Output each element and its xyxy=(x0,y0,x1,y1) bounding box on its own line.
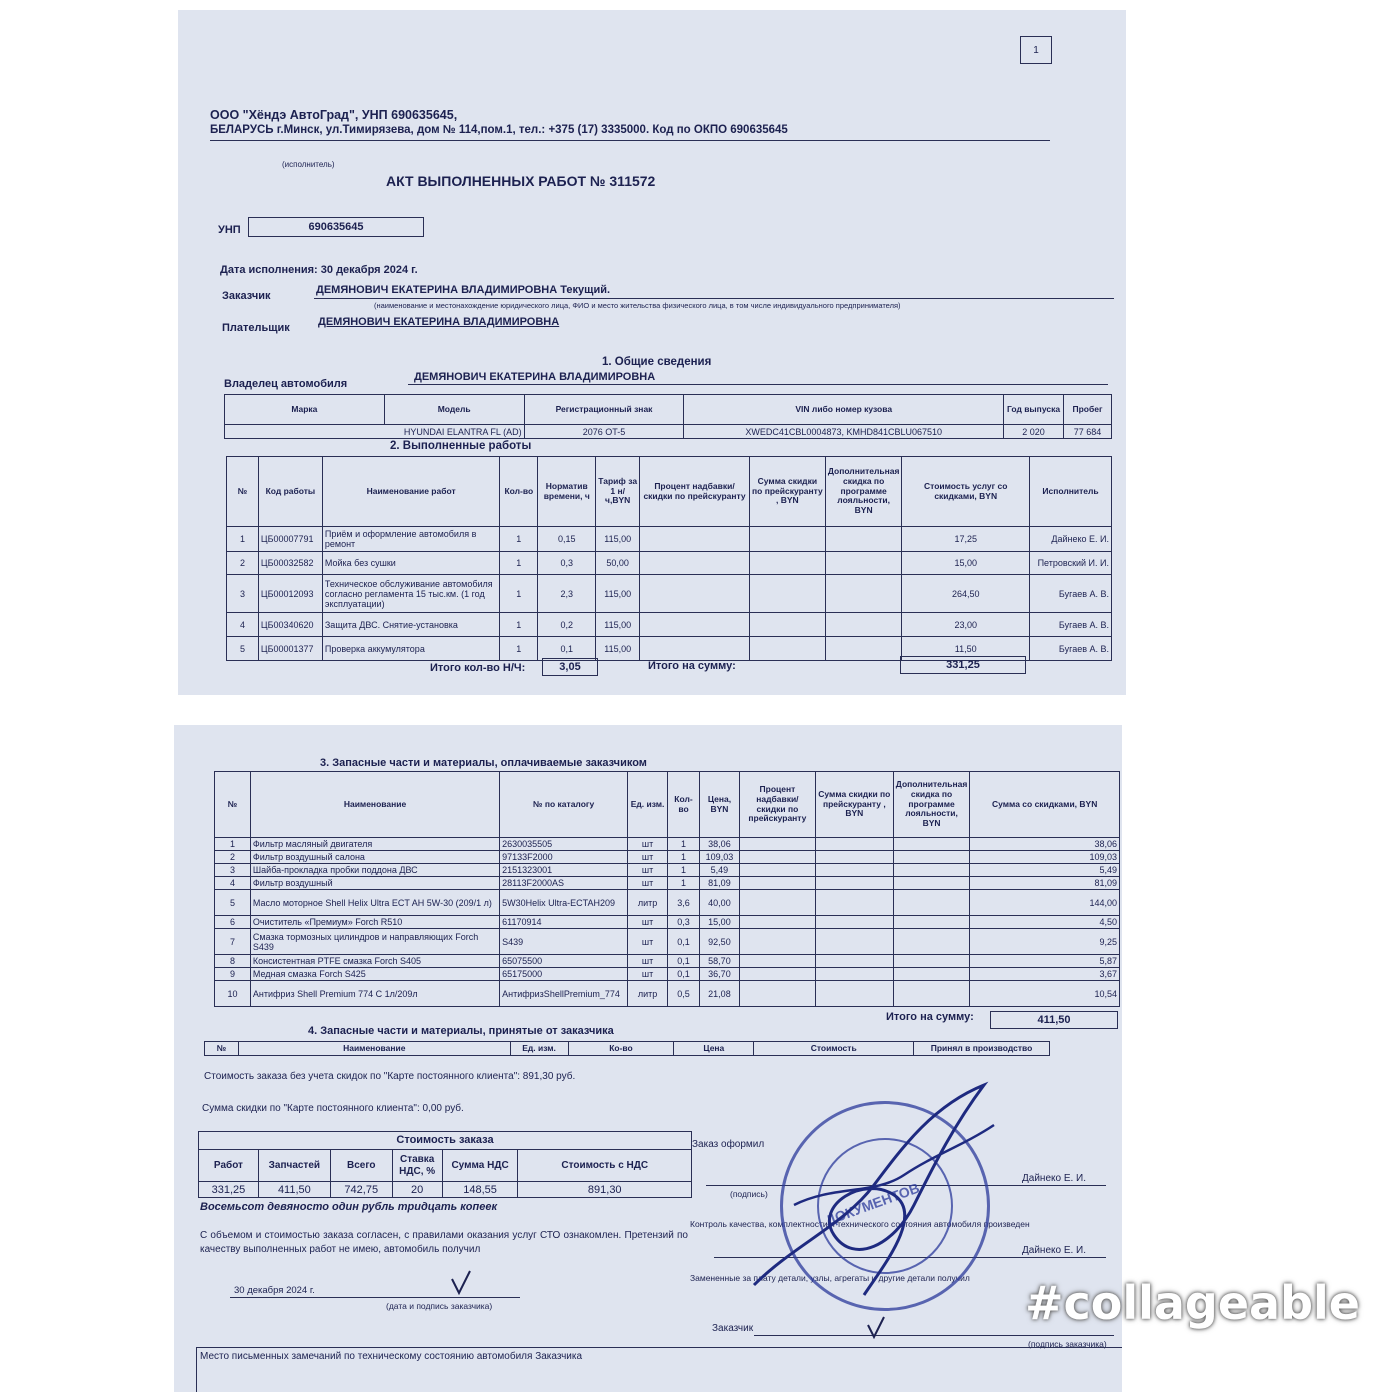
part-qty: 0,1 xyxy=(668,968,700,981)
part-qty: 3,6 xyxy=(668,890,700,916)
work-qty: 1 xyxy=(500,613,538,637)
part-cat: 2151323001 xyxy=(500,864,628,877)
part-unit: литр xyxy=(628,890,668,916)
part-unit: шт xyxy=(628,864,668,877)
table-row xyxy=(215,838,1120,851)
cost-header-parts: Запчастей xyxy=(258,1150,330,1182)
part-cat: 65175000 xyxy=(500,968,628,981)
part-unit: литр xyxy=(628,981,668,1007)
part-cat: 61170914 xyxy=(500,916,628,929)
cost-works: 331,25 xyxy=(199,1182,259,1198)
work-sum: 15,00 xyxy=(902,552,1030,575)
cost-header-vat-rate: Ставка НДС, % xyxy=(392,1150,442,1182)
works-header-percent: Процент надбавки/скидки по прейскуранту xyxy=(640,457,750,527)
parts-header-price: Цена, BYN xyxy=(699,772,739,838)
parts-header-discount: Сумма скидки по прейскуранту , BYN xyxy=(815,772,893,838)
part-unit: шт xyxy=(628,916,668,929)
part-name: Фильтр воздушный салона xyxy=(250,851,499,864)
table-row xyxy=(215,877,1120,890)
part-sum: 5,87 xyxy=(970,955,1120,968)
work-code: ЦБ00001377 xyxy=(258,637,322,661)
part-n: 6 xyxy=(215,916,251,929)
part-price: 109,03 xyxy=(699,851,739,864)
work-norm: 2,3 xyxy=(538,575,596,613)
table-row xyxy=(227,527,1112,552)
work-norm: 0,2 xyxy=(538,613,596,637)
car-header-make: Марка xyxy=(225,395,385,425)
parts-total-label: Итого на сумму: xyxy=(886,1011,974,1023)
sign-date: 30 декабря 2024 г. xyxy=(234,1285,315,1296)
work-worker: Бугаев А. В. xyxy=(1030,637,1112,661)
part-price: 38,06 xyxy=(699,838,739,851)
table-row xyxy=(215,968,1120,981)
section-3-title: 3. Запасные части и материалы, оплачиваемые заказчиком xyxy=(320,757,647,769)
works-header-qty: Кол-во xyxy=(500,457,538,527)
remarks-title: Место письменных замечаний по техническому состоянию автомобиля Заказчика xyxy=(200,1351,583,1362)
section-2-title: 2. Выполненные работы xyxy=(390,440,532,452)
works-header-norm: Норматив времени, ч xyxy=(538,457,596,527)
parts-header-unit: Ед. изм. xyxy=(628,772,668,838)
work-n: 4 xyxy=(227,613,259,637)
work-norm: 0,15 xyxy=(538,527,596,552)
parts-header-sum: Сумма со скидками, BYN xyxy=(970,772,1120,838)
car-info-table xyxy=(224,394,1112,439)
part-n: 10 xyxy=(215,981,251,1007)
work-code: ЦБ00032582 xyxy=(258,552,322,575)
cost-header-vat-sum: Сумма НДС xyxy=(442,1150,518,1182)
signature-caption: (подпись) xyxy=(730,1189,768,1199)
work-code: ЦБ00007791 xyxy=(258,527,322,552)
parts-header-cat: № по каталогу xyxy=(500,772,628,838)
table-row xyxy=(215,851,1120,864)
part-unit: шт xyxy=(628,955,668,968)
page-number-box: 1 xyxy=(1020,36,1052,64)
car-header-vin: VIN либо номер кузова xyxy=(684,395,1004,425)
work-sum: 23,00 xyxy=(902,613,1030,637)
accepted-header-cost: Стоимость xyxy=(754,1042,914,1056)
work-rate: 115,00 xyxy=(596,575,640,613)
cost-header-works: Работ xyxy=(199,1150,259,1182)
accepted-header-n: № xyxy=(205,1042,239,1056)
part-n: 9 xyxy=(215,968,251,981)
order-cost-table xyxy=(198,1131,692,1198)
agreement-text: С объемом и стоимостью заказа согласен, с правилами оказания услуг СТО ознакомлен. Претензий по качеству выполненных работ не имею, автомобиль получил xyxy=(200,1230,688,1255)
accepted-header-accepted: Принял в производство xyxy=(914,1042,1050,1056)
part-name: Шайба-прокладка пробки поддона ДВС xyxy=(250,864,499,877)
part-n: 1 xyxy=(215,838,251,851)
part-sum: 81,09 xyxy=(970,877,1120,890)
part-name: Антифриз Shell Premium 774 C 1л/209л xyxy=(250,981,499,1007)
part-n: 4 xyxy=(215,877,251,890)
works-header-n: № xyxy=(227,457,259,527)
act-page-2 xyxy=(174,725,1122,1392)
parts-header-n: № xyxy=(215,772,251,838)
work-sum: 11,50 xyxy=(902,637,1030,661)
part-n: 5 xyxy=(215,890,251,916)
part-unit: шт xyxy=(628,851,668,864)
sign-caption: (дата и подпись заказчика) xyxy=(386,1301,493,1311)
part-price: 92,50 xyxy=(699,929,739,955)
part-sum: 144,00 xyxy=(970,890,1120,916)
work-rate: 115,00 xyxy=(596,527,640,552)
no-discount-cost-line: Стоимость заказа без учета скидок по "Карте постоянного клиента": 891,30 руб. xyxy=(204,1071,576,1082)
part-n: 7 xyxy=(215,929,251,955)
work-qty: 1 xyxy=(500,575,538,613)
work-rate: 115,00 xyxy=(596,637,640,661)
part-cat: АнтифризShellPremium_774 xyxy=(500,981,628,1007)
work-norm: 0,1 xyxy=(538,637,596,661)
parts-table xyxy=(214,771,1120,1007)
cost-vat-rate: 20 xyxy=(392,1182,442,1198)
car-plate: 2076 OT-5 xyxy=(524,425,684,439)
unp-field: 690635645 xyxy=(248,217,424,237)
part-sum: 4,50 xyxy=(970,916,1120,929)
part-price: 15,00 xyxy=(699,916,739,929)
customer-sign-caption: (подпись заказчика) xyxy=(1028,1339,1107,1349)
part-qty: 1 xyxy=(668,864,700,877)
part-sum: 9,25 xyxy=(970,929,1120,955)
part-price: 40,00 xyxy=(699,890,739,916)
amount-in-words: Восемьсот девяносто один рубль тридцать копеек xyxy=(200,1201,498,1213)
replaced-parts-text: Замененные за плату детали, узлы, агрегаты и другие детали получил xyxy=(690,1273,970,1283)
work-qty: 1 xyxy=(500,527,538,552)
order-by-name: Дайнеко Е. И. xyxy=(1022,1173,1087,1184)
work-name: Проверка аккумулятора xyxy=(322,637,499,661)
customer-value: ДЕМЯНОВИЧ ЕКАТЕРИНА ВЛАДИМИРОВНА Текущий. xyxy=(316,284,611,296)
company-line-2: БЕЛАРУСЬ г.Минск, ул.Тимирязева, дом № 114,пом.1, тел.: +375 (17) 3335000. Код по ОКПО 690635645 xyxy=(210,124,788,136)
part-sum: 5,49 xyxy=(970,864,1120,877)
accepted-parts-table xyxy=(204,1041,1050,1056)
work-qty: 1 xyxy=(500,552,538,575)
part-name: Медная смазка Forch S425 xyxy=(250,968,499,981)
part-qty: 1 xyxy=(668,838,700,851)
part-cat: S439 xyxy=(500,929,628,955)
table-row xyxy=(227,552,1112,575)
part-qty: 0,1 xyxy=(668,955,700,968)
work-worker: Бугаев А. В. xyxy=(1030,575,1112,613)
work-sum: 264,50 xyxy=(902,575,1030,613)
cost-header-total: Всего xyxy=(330,1150,392,1182)
part-name: Очиститель «Премиум» Forch R510 xyxy=(250,916,499,929)
part-name: Смазка тормозных цилиндров и направляющих Forch S439 xyxy=(250,929,499,955)
cost-header-with-vat: Стоимость с НДС xyxy=(518,1150,692,1182)
part-price: 36,70 xyxy=(699,968,739,981)
part-sum: 109,03 xyxy=(970,851,1120,864)
table-row xyxy=(215,955,1120,968)
car-header-mileage: Пробег xyxy=(1063,395,1111,425)
cost-parts: 411,50 xyxy=(258,1182,330,1198)
part-cat: 2630035505 xyxy=(500,838,628,851)
table-row xyxy=(215,916,1120,929)
part-qty: 0,3 xyxy=(668,916,700,929)
parts-header-percent: Процент надбавки/скидки по прейскуранту xyxy=(739,772,815,838)
unp-label: УНП xyxy=(218,224,241,236)
work-code: ЦБ00012093 xyxy=(258,575,322,613)
section-4-title: 4. Запасные части и материалы, принятые от заказчика xyxy=(308,1025,614,1037)
part-cat: 5W30Helix Ultra-ECTAH209 xyxy=(500,890,628,916)
total-sum-label: Итого на сумму: xyxy=(648,660,736,672)
part-name: Фильтр воздушный xyxy=(250,877,499,890)
part-name: Фильтр масляный двигателя xyxy=(250,838,499,851)
customer-label: Заказчик xyxy=(222,290,271,302)
customer-caption: (наименование и местонахождение юридического лица, ФИО и место жительства физического лица, в том числе индивидуального предпринимателя) xyxy=(374,301,901,310)
total-hours-label: Итого кол-во Н/Ч: xyxy=(430,662,526,674)
work-rate: 50,00 xyxy=(596,552,640,575)
work-worker: Бугаев А. В. xyxy=(1030,613,1112,637)
payer-value: ДЕМЯНОВИЧ ЕКАТЕРИНА ВЛАДИМИРОВНА xyxy=(318,316,560,328)
part-qty: 0,5 xyxy=(668,981,700,1007)
part-sum: 38,06 xyxy=(970,838,1120,851)
cost-vat-sum: 148,55 xyxy=(442,1182,518,1198)
owner-value: ДЕМЯНОВИЧ ЕКАТЕРИНА ВЛАДИМИРОВНА xyxy=(414,371,656,383)
table-row xyxy=(227,575,1112,613)
part-qty: 1 xyxy=(668,851,700,864)
works-header-cost: Стоимость услуг со скидками, BYN xyxy=(902,457,1030,527)
owner-label: Владелец автомобиля xyxy=(224,378,348,390)
work-worker: Дайнеко Е. И. xyxy=(1030,527,1112,552)
part-cat: 97133F2000 xyxy=(500,851,628,864)
checkmark-signature-icon xyxy=(866,1315,886,1339)
order-cost-title: Стоимость заказа xyxy=(199,1132,692,1150)
work-name: Защита ДВС. Снятие-установка xyxy=(322,613,499,637)
table-row xyxy=(215,864,1120,877)
total-hours-value: 3,05 xyxy=(542,658,598,676)
part-sum: 10,54 xyxy=(970,981,1120,1007)
parts-total-value: 411,50 xyxy=(990,1011,1118,1029)
payer-label: Плательщик xyxy=(222,322,290,334)
company-line-1: ООО "Хёндэ АвтоГрад", УНП 690635645, xyxy=(210,108,458,122)
works-header-worker: Исполнитель xyxy=(1030,457,1112,527)
work-code: ЦБ00340620 xyxy=(258,613,322,637)
accepted-header-price: Цена xyxy=(674,1042,754,1056)
part-sum: 3,67 xyxy=(970,968,1120,981)
work-sum: 17,25 xyxy=(902,527,1030,552)
part-price: 58,70 xyxy=(699,955,739,968)
collageable-watermark: #collageable xyxy=(1024,1276,1360,1330)
part-cat: 28113F2000AS xyxy=(500,877,628,890)
work-qty: 1 xyxy=(500,637,538,661)
part-price: 21,08 xyxy=(699,981,739,1007)
work-norm: 0,3 xyxy=(538,552,596,575)
checkmark-signature-icon xyxy=(450,1269,472,1295)
parts-header-name: Наименование xyxy=(250,772,499,838)
act-title: АКТ ВЫПОЛНЕННЫХ РАБОТ № 311572 xyxy=(386,173,656,189)
work-n: 5 xyxy=(227,637,259,661)
car-header-model: Модель xyxy=(384,395,524,425)
part-n: 2 xyxy=(215,851,251,864)
quality-check-text: Контроль качества, комплектности и технического состояния автомобиля произведен xyxy=(690,1219,1030,1229)
table-row xyxy=(215,890,1120,916)
works-header-code: Код работы xyxy=(258,457,322,527)
parts-header-loyalty: Дополнительная скидка по программе лояльности, BYN xyxy=(893,772,970,838)
part-unit: шт xyxy=(628,929,668,955)
work-worker: Петровский И. И. xyxy=(1030,552,1112,575)
part-unit: шт xyxy=(628,838,668,851)
part-qty: 1 xyxy=(668,877,700,890)
works-header-name: Наименование работ xyxy=(322,457,499,527)
part-n: 8 xyxy=(215,955,251,968)
part-price: 5,49 xyxy=(699,864,739,877)
work-name: Техническое обслуживание автомобиля согласно регламента 15 тыс.км. (1 год эксплуатации) xyxy=(322,575,499,613)
works-table xyxy=(226,456,1112,661)
works-header-loyalty: Дополнительная скидка по программе лояльности, BYN xyxy=(825,457,902,527)
car-header-plate: Регистрационный знак xyxy=(524,395,684,425)
car-mileage: 77 684 xyxy=(1063,425,1111,439)
part-name: Консистентная PTFE смазка Forch S405 xyxy=(250,955,499,968)
accepted-header-unit: Ед. изм. xyxy=(510,1042,568,1056)
car-make-model: HYUNDAI ELANTRA FL (AD) xyxy=(225,425,525,439)
part-price: 81,09 xyxy=(699,877,739,890)
work-name: Мойка без сушки xyxy=(322,552,499,575)
part-cat: 65075500 xyxy=(500,955,628,968)
work-n: 2 xyxy=(227,552,259,575)
car-header-year: Год выпуска xyxy=(1004,395,1064,425)
section-1-title: 1. Общие сведения xyxy=(602,356,712,368)
work-n: 3 xyxy=(227,575,259,613)
accepted-header-name: Наименование xyxy=(238,1042,510,1056)
handwritten-signature-icon xyxy=(734,1065,1014,1315)
car-vin: XWEDC41CBL0004873, KMHD841CBLU067510 xyxy=(684,425,1004,439)
accepted-header-qty: Ко-во xyxy=(568,1042,674,1056)
table-row xyxy=(227,613,1112,637)
act-page-1 xyxy=(178,10,1126,695)
work-name: Приём и оформление автомобиля в ремонт xyxy=(322,527,499,552)
quality-check-name: Дайнеко Е. И. xyxy=(1022,1245,1087,1256)
part-name: Масло моторное Shell Helix Ultra ECT AH 5W-30 (209/1 л) xyxy=(250,890,499,916)
car-year: 2 020 xyxy=(1004,425,1064,439)
cost-with-vat: 891,30 xyxy=(518,1182,692,1198)
table-row xyxy=(215,981,1120,1007)
execution-date: Дата исполнения: 30 декабря 2024 г. xyxy=(220,264,418,276)
table-row xyxy=(215,929,1120,955)
works-header-discount: Сумма скидки по прейскуранту , BYN xyxy=(749,457,825,527)
parts-header-qty: Кол-во xyxy=(668,772,700,838)
customer-sign-label: Заказчик xyxy=(712,1323,754,1334)
part-n: 3 xyxy=(215,864,251,877)
executor-caption: (исполнитель) xyxy=(282,160,335,169)
work-n: 1 xyxy=(227,527,259,552)
part-unit: шт xyxy=(628,877,668,890)
discount-line: Сумма скидки по "Карте постоянного клиента": 0,00 руб. xyxy=(202,1103,464,1114)
part-unit: шт xyxy=(628,968,668,981)
total-sum-value: 331,25 xyxy=(900,656,1026,674)
order-by-label: Заказ оформил xyxy=(692,1139,765,1150)
stamp-text: ДОКУМЕНТОВ xyxy=(823,1179,922,1229)
work-rate: 115,00 xyxy=(596,613,640,637)
cost-total: 742,75 xyxy=(330,1182,392,1198)
works-header-rate: Тариф за 1 н/ч,BYN xyxy=(596,457,640,527)
part-qty: 0,1 xyxy=(668,929,700,955)
